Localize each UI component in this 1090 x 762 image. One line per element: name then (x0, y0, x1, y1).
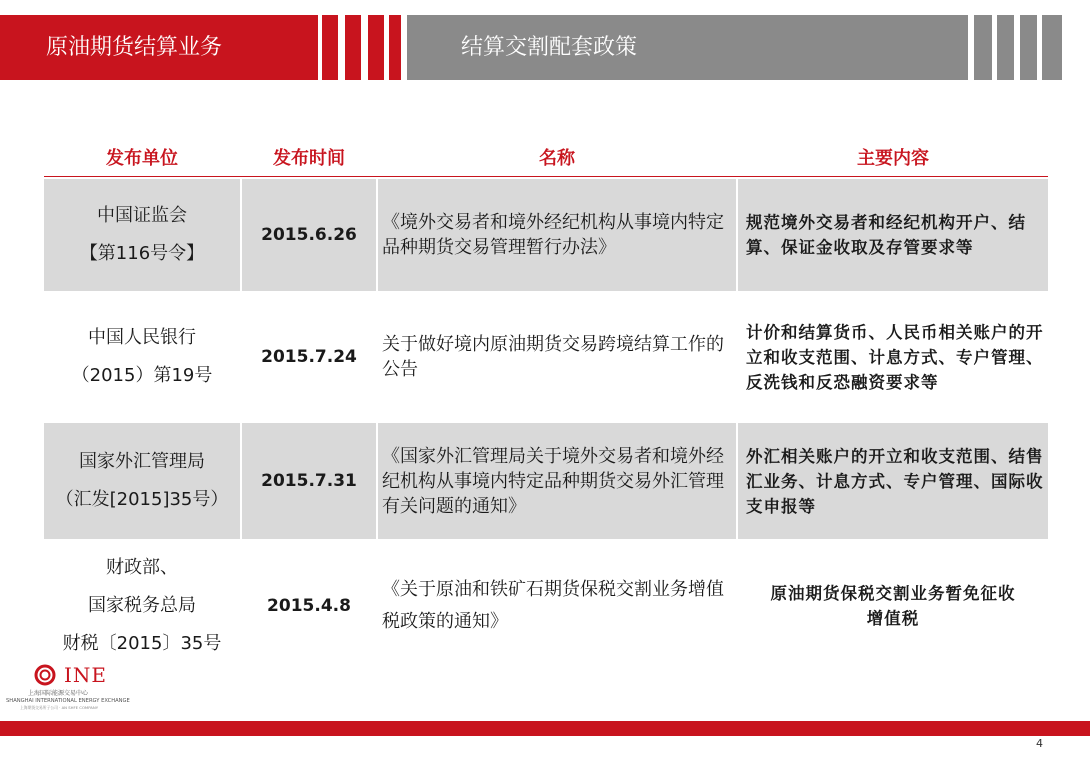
section-title-bar (0, 15, 318, 80)
cell-name: 关于做好境内原油期货交易跨境结算工作的公告 (382, 334, 724, 380)
header-stripe (322, 15, 338, 80)
cell-name: 《国家外汇管理局关于境外交易者和境外经纪机构从事境内特定品种期货交易外汇管理有关问题的通知》 (378, 423, 736, 539)
unit-line: 中国人民银行 (88, 327, 196, 348)
cell-content: 计价和结算货币、人民币相关账户的开立和收支范围、计息方式、专户管理、反洗钱和反恐融资要求等 (746, 322, 1044, 392)
logo-sub: 上海期货交易所子公司 · AN SHFE COMPANY (20, 705, 99, 710)
table-row (44, 179, 1048, 291)
header-date: 发布时间 (273, 148, 345, 169)
cell-unit (44, 543, 240, 669)
cell-content: 原油期货保税交割业务暂免征收增值税 (770, 584, 1016, 628)
cell-unit (44, 423, 240, 539)
cell-name: 《关于原油和铁矿石期货保税交割业务增值税政策的通知》 (382, 579, 724, 632)
header-unit: 发布单位 (106, 148, 178, 169)
table-header (44, 140, 1048, 177)
cell-content: 规范境外交易者和经纪机构开户、结算、保证金收取及存管要求等 (738, 179, 1048, 291)
cell-date: 2015.7.24 (261, 347, 357, 367)
ine-emblem-icon (34, 664, 62, 686)
logo-cn: 上海国际能源交易中心 (28, 690, 89, 697)
unit-line: 【第116号令】 (79, 243, 205, 264)
header-stripe (345, 15, 361, 80)
header-name: 名称 (539, 148, 575, 169)
header-stripe (389, 15, 401, 80)
cell-name: 《境外交易者和境外经纪机构从事境内特定品种期货交易管理暂行办法》 (378, 179, 736, 291)
header-content: 主要内容 (857, 148, 929, 169)
table-row (44, 543, 1048, 669)
cell-date: 2015.4.8 (267, 596, 351, 616)
unit-line: 国家外汇管理局 (79, 451, 205, 472)
unit-line: 财税〔2015〕35号 (62, 633, 222, 654)
logo-name: INE (64, 663, 107, 687)
header-stripe (997, 15, 1014, 80)
cell-content: 外汇相关账户的开立和收支范围、结售汇业务、计息方式、专户管理、国际收支申报等 (738, 423, 1048, 539)
header-stripe (1042, 15, 1062, 80)
ine-logo (6, 663, 146, 711)
page-number: 4 (1036, 737, 1043, 750)
cell-unit (44, 296, 240, 418)
page-title: 结算交割配套政策 (461, 35, 638, 60)
policy-table (44, 140, 1048, 669)
logo-mark (6, 663, 146, 687)
unit-line: 财政部、 (106, 557, 178, 578)
unit-line: （2015）第19号 (71, 365, 213, 386)
header-stripe (974, 15, 992, 80)
unit-line: 国家税务总局 (88, 595, 196, 616)
table-row (44, 423, 1048, 539)
footer-bar (0, 721, 1090, 736)
header-stripe (368, 15, 384, 80)
cell-unit (44, 179, 240, 291)
header-stripe (1020, 15, 1037, 80)
unit-line: 中国证监会 (97, 205, 187, 226)
unit-line: （汇发[2015]35号） (55, 489, 229, 510)
cell-date: 2015.6.26 (242, 179, 376, 291)
page-title-bar (407, 15, 968, 80)
table-row (44, 296, 1048, 418)
logo-en: SHANGHAI INTERNATIONAL ENERGY EXCHANGE (6, 698, 130, 704)
cell-date: 2015.7.31 (242, 423, 376, 539)
section-title: 原油期货结算业务 (46, 35, 223, 60)
